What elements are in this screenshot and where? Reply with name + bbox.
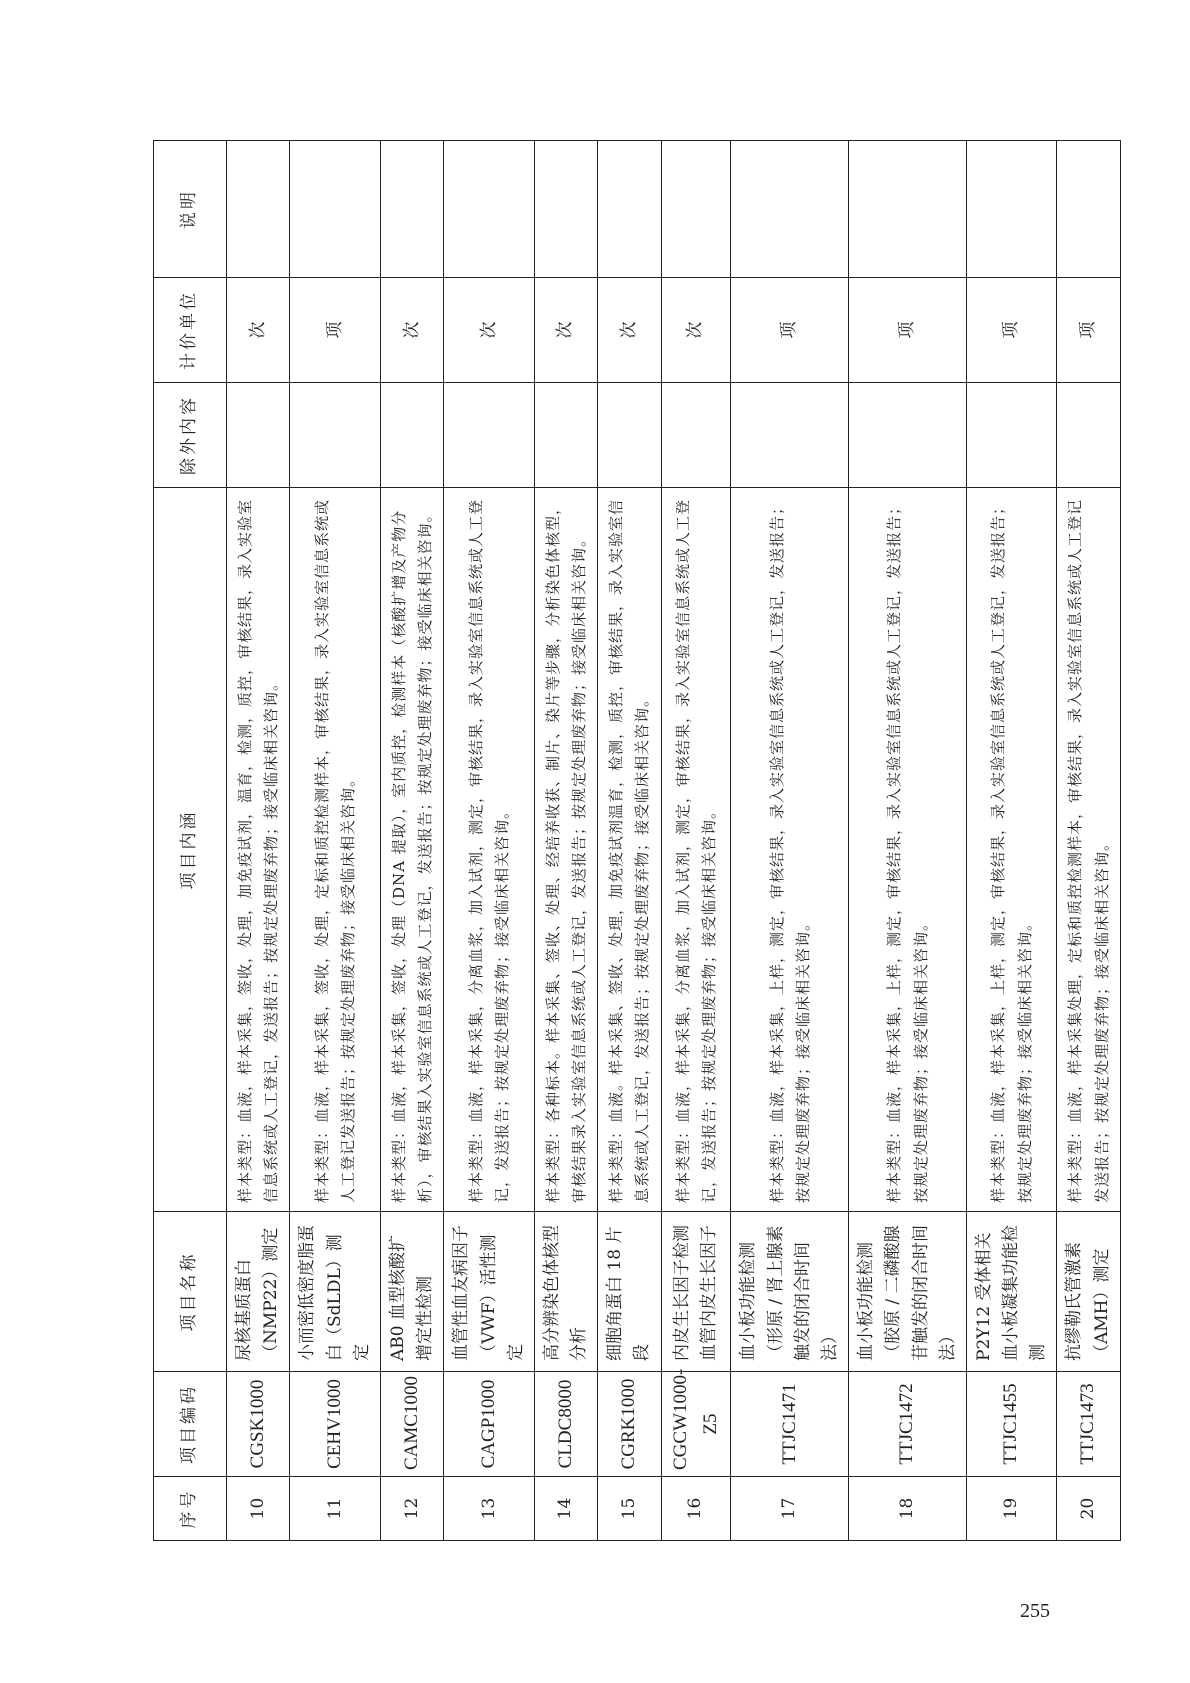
cell-name: 内皮生长因子检测血管内皮生长因子 — [661, 1212, 731, 1372]
cell-note — [534, 141, 597, 278]
cell-note — [731, 141, 849, 278]
cell-name: 小而密低密度脂蛋白（SdLDL）测定 — [290, 1212, 381, 1372]
cell-excluded — [661, 383, 731, 488]
cell-unit: 次 — [227, 278, 290, 383]
table-row — [380, 141, 443, 1541]
cell-seq: 18 — [849, 1477, 967, 1541]
cell-code: CGRK1000 — [598, 1372, 661, 1477]
cell-content: 样本类型：血液，样本采集，上样，测定，审核结果，录入实验室信息系统或人工登记，发送报告；按规定处理废弃物；接受临床相关咨询。 — [966, 488, 1057, 1212]
cell-content: 样本类型：血液，样本采集，上样，测定，审核结果，录入实验室信息系统或人工登记，发送报告；按规定处理废弃物；接受临床相关咨询。 — [731, 488, 849, 1212]
cell-seq: 20 — [1057, 1477, 1120, 1541]
cell-unit: 次 — [380, 278, 443, 383]
cell-content: 样本类型：血液，样本采集，分离血浆，加入试剂，测定，审核结果，录入实验室信息系统或人工登记，发送报告；按规定处理废弃物；接受临床相关咨询。 — [661, 488, 731, 1212]
cell-content: 样本类型：血液，样本采集处理，定标和质控检测样本，审核结果，录入实验室信息系统或人工登记发送报告；按规定处理废弃物；接受临床相关咨询。 — [1057, 488, 1120, 1212]
cell-code: CAMC1000 — [380, 1372, 443, 1477]
cell-note — [1057, 141, 1120, 278]
table-row — [966, 141, 1057, 1541]
cell-unit: 项 — [731, 278, 849, 383]
cell-name: 抗缪勒氏管激素（AMH）测定 — [1057, 1212, 1120, 1372]
cell-seq: 12 — [380, 1477, 443, 1541]
table-row — [849, 141, 967, 1541]
table-header-row — [154, 141, 227, 1541]
cell-note — [966, 141, 1057, 278]
table-row — [290, 141, 381, 1541]
cell-excluded — [380, 383, 443, 488]
cell-name: 细胞角蛋白 18 片段 — [598, 1212, 661, 1372]
header-excluded: 除外内容 — [154, 383, 227, 488]
table-body — [227, 141, 1121, 1541]
cell-excluded — [290, 383, 381, 488]
cell-unit: 次 — [534, 278, 597, 383]
cell-excluded — [444, 383, 535, 488]
cell-seq: 15 — [598, 1477, 661, 1541]
cell-excluded — [598, 383, 661, 488]
cell-unit: 次 — [598, 278, 661, 383]
cell-code: CGCW1000-Z5 — [661, 1372, 731, 1477]
cell-unit: 项 — [966, 278, 1057, 383]
page-number: 255 — [1020, 1600, 1050, 1622]
cell-note — [598, 141, 661, 278]
cell-seq: 19 — [966, 1477, 1057, 1541]
cell-excluded — [534, 383, 597, 488]
cell-seq: 10 — [227, 1477, 290, 1541]
cell-name: 血小板功能检测（胶原 / 二磷酸腺苷触发的闭合时间法） — [849, 1212, 967, 1372]
cell-seq: 13 — [444, 1477, 535, 1541]
header-name: 项目名称 — [154, 1212, 227, 1372]
table-row — [444, 141, 535, 1541]
cell-name: AB0 血型核酸扩增定性检测 — [380, 1212, 443, 1372]
cell-excluded — [731, 383, 849, 488]
header-content: 项目内涵 — [154, 488, 227, 1212]
cell-note — [290, 141, 381, 278]
table-rotation-wrapper — [153, 141, 1112, 1541]
cell-note — [227, 141, 290, 278]
table-row — [1057, 141, 1120, 1541]
cell-code: CEHV1000 — [290, 1372, 381, 1477]
table-row — [598, 141, 661, 1541]
cell-unit: 项 — [1057, 278, 1120, 383]
rotated-table-frame — [153, 141, 1112, 1541]
cell-content: 样本类型：血液。样本采集、签收、处理，加免疫试剂温育，检测，质控，审核结果，录入实验室信息系统或人工登记，发送报告；按规定处理废弃物；接受临床相关咨询。 — [598, 488, 661, 1212]
header-note: 说明 — [154, 141, 227, 278]
header-seq: 序号 — [154, 1477, 227, 1541]
cell-code: CAGP1000 — [444, 1372, 535, 1477]
cell-note — [661, 141, 731, 278]
cell-excluded — [966, 383, 1057, 488]
cell-code: CLDC8000 — [534, 1372, 597, 1477]
cell-seq: 11 — [290, 1477, 381, 1541]
cell-unit: 次 — [444, 278, 535, 383]
cell-code: TTJC1455 — [966, 1372, 1057, 1477]
cell-name: P2Y12 受体相关血小板凝集功能检测 — [966, 1212, 1057, 1372]
cell-content: 样本类型：血液，样本采集，分离血浆，加入试剂，测定，审核结果，录入实验室信息系统或人工登记，发送报告；按规定处理废弃物；接受临床相关咨询。 — [444, 488, 535, 1212]
cell-seq: 17 — [731, 1477, 849, 1541]
table-row — [731, 141, 849, 1541]
cell-name: 血小板功能检测（形原 / 肾上腺素触发的闭合时间法） — [731, 1212, 849, 1372]
cell-excluded — [227, 383, 290, 488]
cell-content: 样本类型：血液，样本采集，签收，处理，定标和质控检测样本，审核结果，录入实验室信息系统或人工登记发送报告；按规定处理废弃物；接受临床相关咨询。 — [290, 488, 381, 1212]
cell-seq: 16 — [661, 1477, 731, 1541]
cell-content: 样本类型：血液，样本采集，签收，处理（DNA 提取），室内质控，检测样本（核酸扩增及产物分析），审核结果入实验室信息系统或人工登记，发送报告；按规定处理废弃物；接受临床相关咨询。 — [380, 488, 443, 1212]
cell-excluded — [1057, 383, 1120, 488]
cell-unit: 项 — [290, 278, 381, 383]
pricing-items-table — [153, 140, 1121, 1541]
cell-excluded — [849, 383, 967, 488]
table-row — [661, 141, 731, 1541]
table-row — [227, 141, 290, 1541]
cell-code: TTJC1473 — [1057, 1372, 1120, 1477]
cell-name: 血管性血友病因子（VWF）活性测定 — [444, 1212, 535, 1372]
cell-code: CGSK1000 — [227, 1372, 290, 1477]
header-code: 项目编码 — [154, 1372, 227, 1477]
cell-content: 样本类型：血液，样本采集，上样，测定，审核结果，录入实验室信息系统或人工登记，发送报告；按规定处理废弃物；接受临床相关咨询。 — [849, 488, 967, 1212]
cell-note — [444, 141, 535, 278]
table-row — [534, 141, 597, 1541]
cell-note — [380, 141, 443, 278]
cell-content: 样本类型：血液，样本采集，签收，处理，加免疫试剂，温育，检测，质控，审核结果，录入实验室信息系统或人工登记，发送报告；按规定处理废弃物；接受临床相关咨询。 — [227, 488, 290, 1212]
cell-note — [849, 141, 967, 278]
cell-unit: 次 — [661, 278, 731, 383]
cell-code: TTJC1471 — [731, 1372, 849, 1477]
cell-seq: 14 — [534, 1477, 597, 1541]
cell-name: 高分辨染色体核型分析 — [534, 1212, 597, 1372]
cell-content: 样本类型：各种标本。样本采集、签收、处理、经培养收获、制片、染片等步骤，分析染色体核型，审核结果录入实验室信息系统或人工登记，发送报告；按规定处理废弃物；接受临床相关咨询。 — [534, 488, 597, 1212]
cell-name: 尿核基质蛋白（NMP22）测定 — [227, 1212, 290, 1372]
header-unit: 计价单位 — [154, 278, 227, 383]
cell-unit: 项 — [849, 278, 967, 383]
cell-code: TTJC1472 — [849, 1372, 967, 1477]
